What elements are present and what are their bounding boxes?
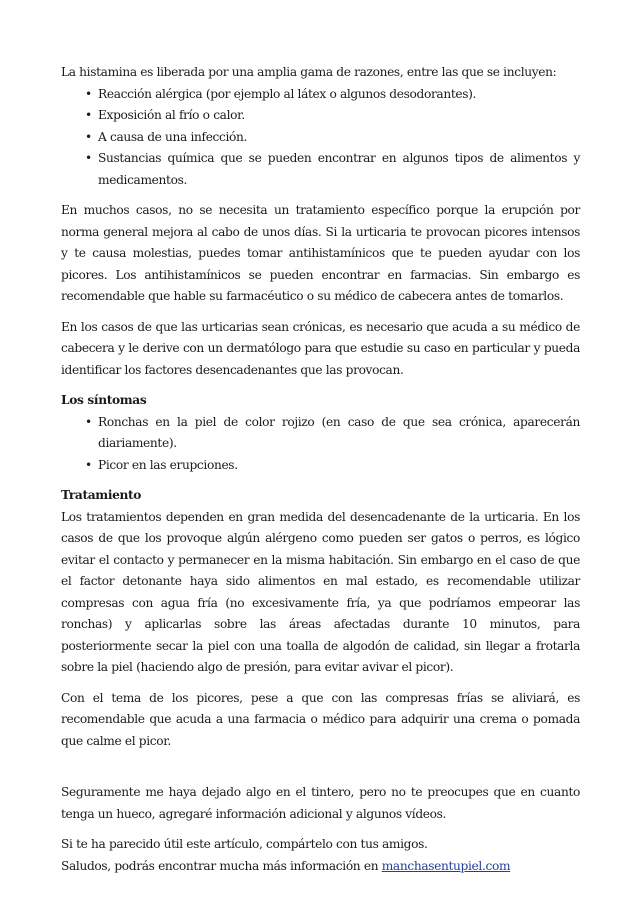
symptoms-list bbox=[61, 412, 580, 477]
treatment-heading: Tratamiento bbox=[61, 488, 142, 502]
site-link[interactable]: manchasentupiel.com bbox=[381, 858, 511, 873]
causes-list bbox=[61, 84, 580, 192]
treatment-paragraph: Los tratamientos dependen en gran medida del desencadenante de la urticaria. En los casos de que los provoque algún alérgeno como pueden ser gatos o perros, es lógico evitar el contacto y permanecer en la misma habitación. Sin embargo en el caso de que el factor detonante haya sido alimentos en mal estado, es recomendable utilizar compresas con agua fría (no excesivamente fría, ya que podríamos empeorar las ronchas) y aplicarlas sobre las áreas afectadas durante 10 minutos, para posteriormente secar la piel con una toalla de algodón de calidad, sin llegar a frotarla sobre la piel (haciendo algo de presión, para evitar avivar el picor). bbox=[61, 509, 580, 674]
chronic-paragraph: En los casos de que las urticarias sean crónicas, es necesario que acuda a su médico de cabecera y le derive con un dermatólogo para que estudie su caso en particular y pueda identificar los factores desencadenantes que las provocan. bbox=[61, 319, 580, 377]
list-item: • Reacción alérgica (por ejemplo al látex o algunos desodorantes). bbox=[85, 84, 580, 106]
spacer bbox=[61, 476, 580, 485]
intro-paragraph: La histamina es liberada por una amplia gama de razones, entre las que se incluyen: bbox=[61, 65, 557, 79]
list-item: • Sustancias química que se pueden encontrar en algunos tipos de alimentos y medicamentos. bbox=[85, 148, 580, 191]
spacer bbox=[61, 191, 580, 200]
list-item: • Picor en las erupciones. bbox=[85, 455, 580, 477]
itch-paragraph: Con el tema de los picores, pese a que con las compresas frías se aliviará, es recomendable que acuda a una farmacia o médico para adquirir una crema o pomada que calme el picor. bbox=[61, 690, 580, 748]
greeting-line bbox=[61, 856, 580, 878]
list-item: • Ronchas en la piel de color rojizo (en caso de que sea crónica, aparecerán diariamente). bbox=[85, 412, 580, 455]
spacer bbox=[61, 752, 580, 782]
spacer bbox=[61, 381, 580, 390]
treatment-general-paragraph: En muchos casos, no se necesita un tratamiento específico porque la erupción por norma general mejora al cabo de unos días. Si la urticaria te provocan picores intensos y te causa molestias, puedes tomar antihistamínicos que te pueden ayudar con los picores. Los antihistamínicos se pueden encontrar en farmacias. Sin embargo es recomendable que hable su farmacéutico o su médico de cabecera antes de tomarlos. bbox=[61, 203, 580, 303]
share-line: Si te ha parecido útil este artículo, compártelo con tus amigos. bbox=[61, 837, 428, 851]
symptoms-heading: Los síntomas bbox=[61, 393, 147, 407]
closing-paragraph: Seguramente me haya dejado algo en el tintero, pero no te preocupes que en cuanto tenga un hueco, agregaré información adicional y algunos vídeos. bbox=[61, 785, 580, 821]
greeting-text: Saludos, podrás encontrar mucha más información en bbox=[61, 858, 382, 873]
spacer bbox=[61, 308, 580, 317]
list-item: • A causa de una infección. bbox=[85, 127, 580, 149]
spacer bbox=[61, 679, 580, 688]
list-item: • Exposición al frío o calor. bbox=[85, 105, 580, 127]
spacer bbox=[61, 825, 580, 834]
